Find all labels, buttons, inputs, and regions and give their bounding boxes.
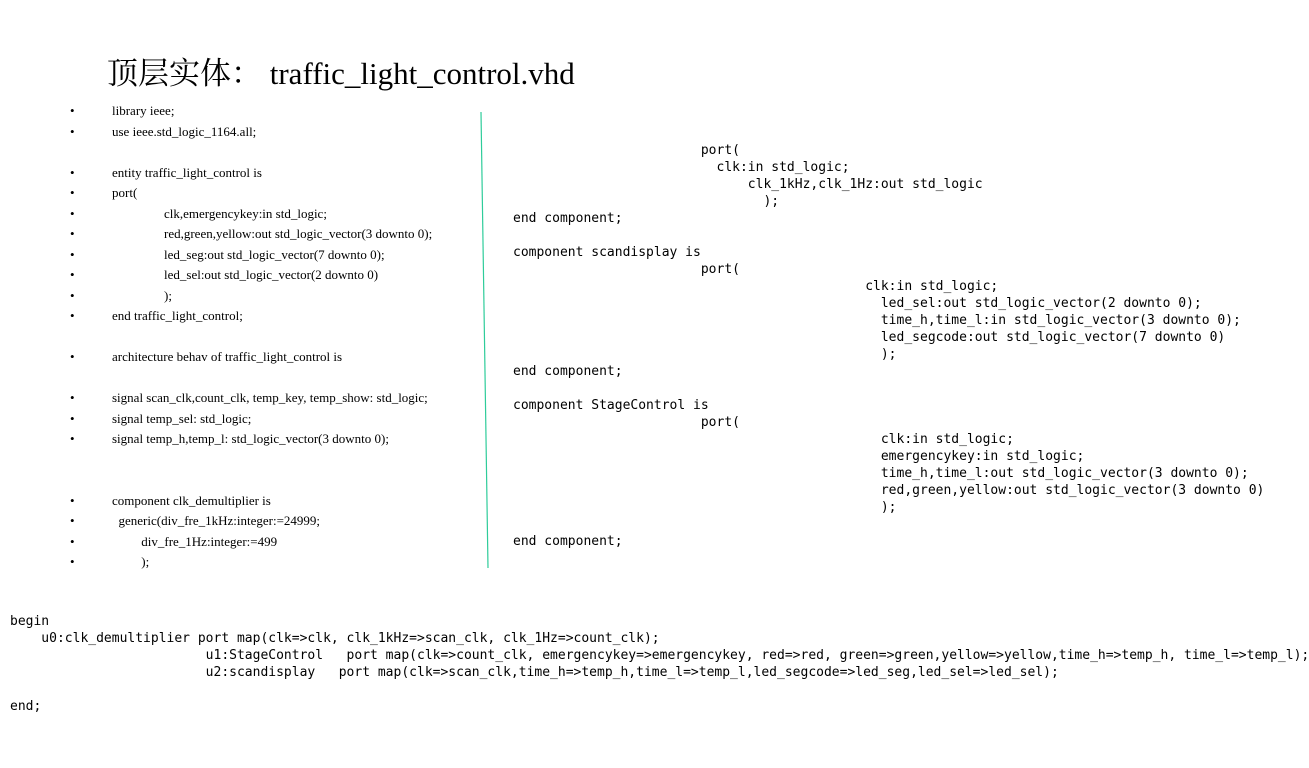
code-line-text: signal temp_sel: std_logic;	[112, 410, 252, 426]
bullet-point: •	[70, 185, 75, 200]
bullet-point: •	[70, 308, 75, 323]
code-line-text: entity traffic_light_control is	[112, 164, 262, 180]
bullet-point: •	[70, 492, 75, 508]
code-line-text: signal scan_clk,count_clk, temp_key, temp_show: std_logic;	[112, 390, 428, 405]
code-line-text: architecture behav of traffic_light_control is	[112, 349, 343, 364]
bullet-point: •	[70, 205, 75, 221]
bullet-point: •	[70, 267, 75, 282]
code-line-text: led_seg:out std_logic_vector(7 downto 0);	[112, 246, 385, 262]
bullet-point: •	[70, 431, 75, 446]
code-line-text: port(	[112, 185, 138, 200]
bullet-point: •	[70, 349, 75, 364]
code-line-text: signal temp_h,temp_l: std_logic_vector(3 downto 0);	[112, 431, 389, 446]
code-line-text: red,green,yellow:out std_logic_vector(3 downto 0);	[112, 226, 433, 241]
bullet-point: •	[70, 513, 75, 528]
bullet-point: •	[70, 103, 75, 118]
code-line-text: library ieee;	[112, 103, 175, 118]
bullet-point: •	[70, 123, 75, 139]
code-line-text: end traffic_light_control;	[112, 308, 243, 323]
bottom-code-block: begin u0:clk_demultiplier port map(clk=>clk, clk_1kHz=>scan_clk, clk_1Hz=>count_clk); u1:StageControl port map(clk=>count_clk, emergencykey=>emergencykey, red=>red, green=>green,yellow=>yellow,time_h=>temp_h, time_l=>temp_l); u2:scandisplay port map(clk=>scan_clk,time_h=>temp_h,time_l=>temp_l,led_segcode=>led_seg,led_sel=>led_sel); end;	[10, 614, 1309, 714]
code-line-text: );	[112, 554, 150, 569]
slide-title: 顶层实体： traffic_light_control.vhd	[107, 56, 575, 91]
bullet-point: •	[70, 554, 75, 569]
code-line-text: div_fre_1Hz:integer:=499	[112, 533, 278, 549]
code-line-text: led_sel:out std_logic_vector(2 downto 0)	[112, 267, 379, 282]
code-line-text: use ieee.std_logic_1164.all;	[112, 123, 257, 139]
bullet-point: •	[70, 410, 75, 426]
right-code-block: port( clk:in std_logic; clk_1kHz,clk_1Hz:out std_logic ); end component; component scandisplay is port( clk:in std_logic; led_sel:out std_logic_vector(2 downto 0); time_h,time_l:in std_logic_vector(3 downto 0); led_segcode:out std_logic_vector(7 downto 0) ); end component; component StageControl is port( clk:in std_logic; emergencykey:in std_logic; time_h,time_l:out std_logic_vector(3 downto 0); red,green,yellow:out std_logic_vector(3 downto 0) ); end component;	[513, 143, 1265, 549]
code-line-text: );	[112, 287, 172, 303]
code-line-text: generic(div_fre_1kHz:integer:=24999;	[112, 513, 321, 528]
bullet-point: •	[70, 246, 75, 262]
bullet-point: •	[70, 164, 75, 180]
code-line-text: clk,emergencykey:in std_logic;	[112, 205, 327, 221]
bullet-point: •	[70, 287, 75, 303]
bullet-point: •	[70, 226, 75, 241]
code-line-text: component clk_demultiplier is	[112, 492, 271, 508]
bullet-point: •	[70, 533, 75, 549]
bullet-point: •	[70, 390, 75, 405]
